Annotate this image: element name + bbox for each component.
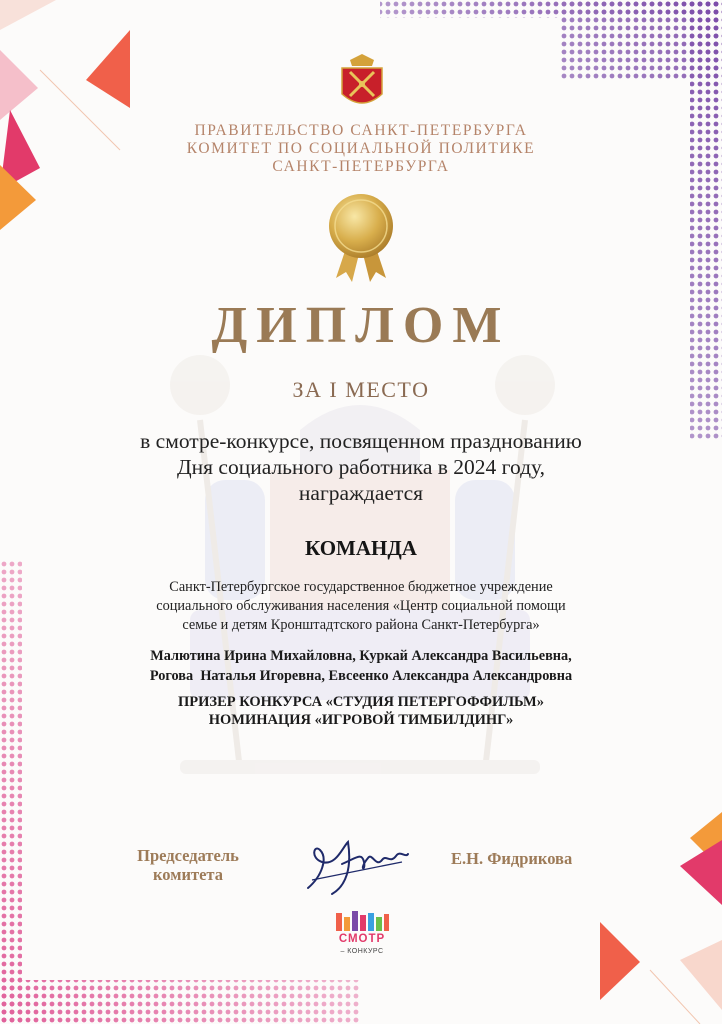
signatory-name: Е.Н. Фидрикова bbox=[451, 849, 573, 868]
organization-line-3: семье и детям Кронштадтского района Санкт-Петербурга» bbox=[182, 617, 540, 633]
members-line-1: Малютина Ирина Михайловна, Куркай Александра Васильевна, bbox=[150, 648, 572, 664]
award-description bbox=[0, 693, 722, 729]
contest-line-2: Дня социального работника в 2024 году, bbox=[176, 455, 546, 479]
medal-icon bbox=[326, 192, 396, 284]
team-members bbox=[0, 646, 722, 686]
government-line-3: САНКТ-ПЕТЕРБУРГА bbox=[272, 158, 450, 175]
team-label: КОМАНДА bbox=[305, 536, 417, 560]
signatory-position bbox=[108, 846, 268, 884]
contest-description bbox=[0, 428, 722, 506]
signature-icon bbox=[302, 828, 412, 898]
place-label: ЗА I МЕСТО bbox=[292, 377, 430, 402]
organization-line-2: социального обслуживания населения «Центр социальной помощи bbox=[156, 598, 566, 614]
contest-line-1: в смотре-конкурсе, посвященном празднованию bbox=[140, 429, 582, 453]
government-line-2: КОМИТЕТ ПО СОЦИАЛЬНОЙ ПОЛИТИКЕ bbox=[186, 140, 536, 157]
position-line-2: комитета bbox=[153, 865, 223, 884]
contest-line-3: награждается bbox=[298, 481, 424, 505]
contest-logo-title: СМОТР bbox=[338, 933, 386, 945]
members-line-2: Рогова Наталья Игоревна, Евсеенко Александра Александровна bbox=[149, 668, 573, 684]
diploma-title: ДИПЛОМ bbox=[211, 297, 511, 354]
crest-icon bbox=[336, 54, 388, 112]
organization-line-1: Санкт-Петербургское государственное бюджетное учреждение bbox=[169, 579, 553, 595]
government-line-1: ПРАВИТЕЛЬСТВО САНКТ-ПЕТЕРБУРГА bbox=[194, 122, 528, 139]
position-line-1: Председатель bbox=[137, 846, 239, 865]
organization-name bbox=[0, 578, 722, 635]
award-line-1: ПРИЗЕР КОНКУРСА «СТУДИЯ ПЕТЕРГОФФИЛЬМ» bbox=[178, 694, 544, 710]
award-line-2: НОМИНАЦИЯ «ИГРОВОЙ ТИМБИЛДИНГ» bbox=[208, 712, 514, 728]
contest-logo-subtitle: – КОНКУРС bbox=[340, 948, 384, 955]
